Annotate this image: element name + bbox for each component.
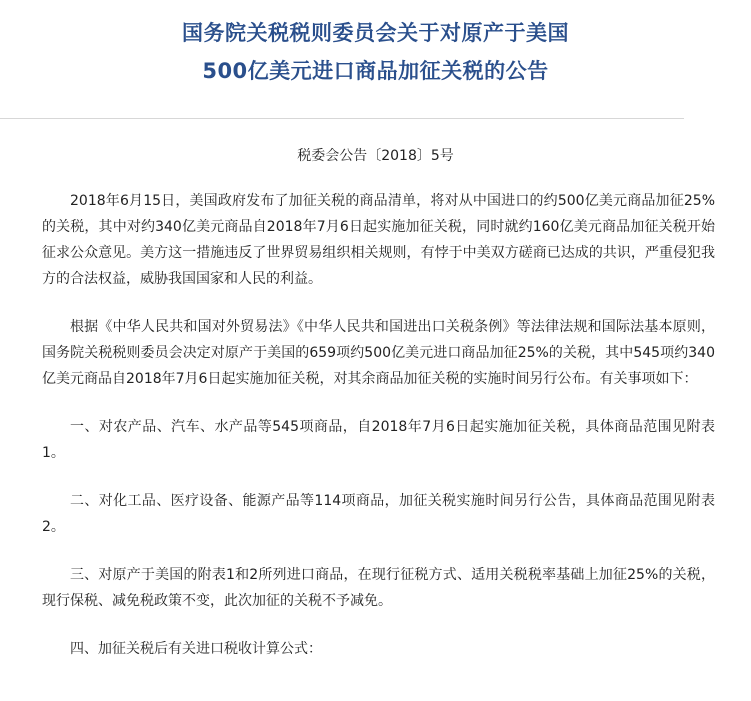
paragraph-decision: 根据《中华人民共和国对外贸易法》《中华人民共和国进出口关税条例》等法律法规和国际法基本原则，国务院关税税则委员会决定对原产于美国的659项约500亿美元进口商品加征25%的关税，其中545项约340亿美元商品自2018年7月6日起实施加征关税，对其余商品加征关税的实施时间另行公布。有关事项如下： (42, 319, 715, 387)
paragraph-item-4: 四、加征关税后有关进口税收计算公式： (70, 641, 322, 657)
paragraph-item-1: 一、对农产品、汽车、水产品等545项商品，自2018年7月6日起实施加征关税，具体商品范围见附表1。 (42, 419, 715, 461)
title-line-1: 国务院关税税则委员会关于对原产于美国 (182, 21, 569, 45)
article-title (0, 0, 751, 90)
title-line-2: 500亿美元进口商品加征关税的公告 (202, 59, 549, 83)
paragraph-item-3: 三、对原产于美国的附表1和2所列进口商品，在现行征税方式、适用关税税率基础上加征25%的关税，现行保税、减免税政策不变，此次加征的关税不予减免。 (42, 567, 715, 609)
title-divider (0, 118, 684, 119)
paragraph-item-2: 二、对化工品、医疗设备、能源产品等114项商品，加征关税实施时间另行公告，具体商品范围见附表2。 (42, 493, 715, 535)
paragraph-background: 2018年6月15日，美国政府发布了加征关税的商品清单，将对从中国进口的约500亿美元商品加征25%的关税，其中对约340亿美元商品自2018年7月6日起实施加征关税，同时就约160亿美元商品加征关税开始征求公众意见。美方这一措施违反了世界贸易组织相关规则，有悖于中美双方磋商已达成的共识，严重侵犯我方的合法权益，威胁我国国家和人民的利益。 (42, 193, 715, 287)
document-number: 税委会公告〔2018〕5号 (297, 148, 454, 164)
article-body (42, 188, 715, 684)
